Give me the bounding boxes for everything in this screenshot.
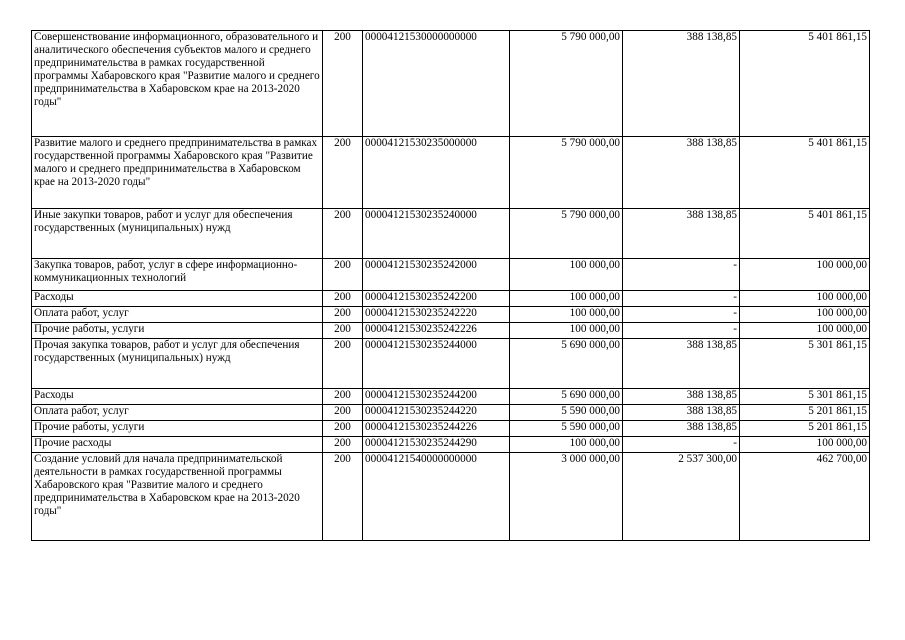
row-unexecuted-amount: 100 000,00	[740, 291, 870, 307]
row-unexecuted-amount: 5 201 861,15	[740, 421, 870, 437]
row-executed-amount: 388 138,85	[623, 31, 740, 137]
row-name: Развитие малого и среднего предпринимательства в рамках государственной программы Хабаровского края "Развитие малого и среднего предпринимательства в Хабаровском крае на 2013-2020 годы"	[32, 137, 323, 209]
row-name: Закупка товаров, работ, услуг в сфере информационно-коммуникационных технологий	[32, 259, 323, 291]
row-unexecuted-amount: 100 000,00	[740, 259, 870, 291]
row-executed-amount: 388 138,85	[623, 421, 740, 437]
row-line-code: 200	[323, 437, 363, 453]
row-line-code: 200	[323, 291, 363, 307]
budget-execution-table	[31, 30, 870, 541]
row-line-code: 200	[323, 405, 363, 421]
table-row	[32, 437, 870, 453]
row-executed-amount: 388 138,85	[623, 389, 740, 405]
row-unexecuted-amount: 5 301 861,15	[740, 339, 870, 389]
row-approved-amount: 100 000,00	[510, 437, 623, 453]
table-row	[32, 323, 870, 339]
row-approved-amount: 100 000,00	[510, 291, 623, 307]
row-unexecuted-amount: 5 401 861,15	[740, 209, 870, 259]
row-line-code: 200	[323, 259, 363, 291]
row-approved-amount: 100 000,00	[510, 323, 623, 339]
table-row	[32, 209, 870, 259]
table-body	[32, 31, 870, 541]
row-unexecuted-amount: 100 000,00	[740, 307, 870, 323]
row-unexecuted-amount: 5 301 861,15	[740, 389, 870, 405]
table-row	[32, 339, 870, 389]
row-approved-amount: 5 690 000,00	[510, 389, 623, 405]
row-approved-amount: 3 000 000,00	[510, 453, 623, 541]
row-executed-amount: -	[623, 291, 740, 307]
row-budget-code: 00004121530235240000	[363, 209, 510, 259]
row-name: Расходы	[32, 291, 323, 307]
row-line-code: 200	[323, 453, 363, 541]
row-approved-amount: 5 590 000,00	[510, 405, 623, 421]
row-executed-amount: -	[623, 437, 740, 453]
table-row	[32, 31, 870, 137]
table-row	[32, 259, 870, 291]
row-unexecuted-amount: 462 700,00	[740, 453, 870, 541]
row-line-code: 200	[323, 209, 363, 259]
row-budget-code: 00004121530235242220	[363, 307, 510, 323]
row-line-code: 200	[323, 389, 363, 405]
row-name: Иные закупки товаров, работ и услуг для обеспечения государственных (муниципальных) нужд	[32, 209, 323, 259]
row-line-code: 200	[323, 137, 363, 209]
table-row	[32, 291, 870, 307]
row-budget-code: 00004121530235244000	[363, 339, 510, 389]
table-row	[32, 307, 870, 323]
row-executed-amount: -	[623, 307, 740, 323]
row-budget-code: 00004121530235242200	[363, 291, 510, 307]
row-budget-code: 00004121530000000000	[363, 31, 510, 137]
row-line-code: 200	[323, 31, 363, 137]
row-name: Прочие расходы	[32, 437, 323, 453]
row-budget-code: 00004121530235242000	[363, 259, 510, 291]
table-row	[32, 421, 870, 437]
table-row	[32, 453, 870, 541]
row-line-code: 200	[323, 421, 363, 437]
row-approved-amount: 5 790 000,00	[510, 137, 623, 209]
row-approved-amount: 5 790 000,00	[510, 209, 623, 259]
row-name: Прочие работы, услуги	[32, 323, 323, 339]
row-executed-amount: 2 537 300,00	[623, 453, 740, 541]
row-name: Оплата работ, услуг	[32, 405, 323, 421]
row-unexecuted-amount: 5 401 861,15	[740, 137, 870, 209]
row-name: Создание условий для начала предпринимательской деятельности в рамках государственной программы Хабаровского края "Развитие малого и среднего предпринимательства в Хабаровском крае на 2013-2020 годы"	[32, 453, 323, 541]
row-approved-amount: 5 590 000,00	[510, 421, 623, 437]
row-executed-amount: 388 138,85	[623, 137, 740, 209]
row-budget-code: 00004121530235244226	[363, 421, 510, 437]
row-executed-amount: 388 138,85	[623, 209, 740, 259]
row-name: Совершенствование информационного, образовательного и аналитического обеспечения субъектов малого и среднего предпринимательства в рамках государственной программы Хабаровского края "Развитие малого и среднего предпринимательства в Хабаровском крае на 2013-2020 годы"	[32, 31, 323, 137]
row-budget-code: 00004121530235242226	[363, 323, 510, 339]
row-approved-amount: 5 790 000,00	[510, 31, 623, 137]
row-name: Оплата работ, услуг	[32, 307, 323, 323]
row-name: Прочая закупка товаров, работ и услуг для обеспечения государственных (муниципальных) нужд	[32, 339, 323, 389]
row-line-code: 200	[323, 307, 363, 323]
row-unexecuted-amount: 5 401 861,15	[740, 31, 870, 137]
row-line-code: 200	[323, 339, 363, 389]
table-row	[32, 389, 870, 405]
row-budget-code: 00004121530235244200	[363, 389, 510, 405]
row-budget-code: 00004121530235244290	[363, 437, 510, 453]
row-unexecuted-amount: 100 000,00	[740, 437, 870, 453]
row-executed-amount: 388 138,85	[623, 405, 740, 421]
row-budget-code: 00004121540000000000	[363, 453, 510, 541]
row-approved-amount: 100 000,00	[510, 259, 623, 291]
row-executed-amount: 388 138,85	[623, 339, 740, 389]
row-unexecuted-amount: 5 201 861,15	[740, 405, 870, 421]
row-unexecuted-amount: 100 000,00	[740, 323, 870, 339]
table-row	[32, 405, 870, 421]
table-row	[32, 137, 870, 209]
row-name: Прочие работы, услуги	[32, 421, 323, 437]
row-budget-code: 00004121530235244220	[363, 405, 510, 421]
row-approved-amount: 5 690 000,00	[510, 339, 623, 389]
row-approved-amount: 100 000,00	[510, 307, 623, 323]
row-name: Расходы	[32, 389, 323, 405]
row-executed-amount: -	[623, 259, 740, 291]
row-executed-amount: -	[623, 323, 740, 339]
row-budget-code: 00004121530235000000	[363, 137, 510, 209]
row-line-code: 200	[323, 323, 363, 339]
